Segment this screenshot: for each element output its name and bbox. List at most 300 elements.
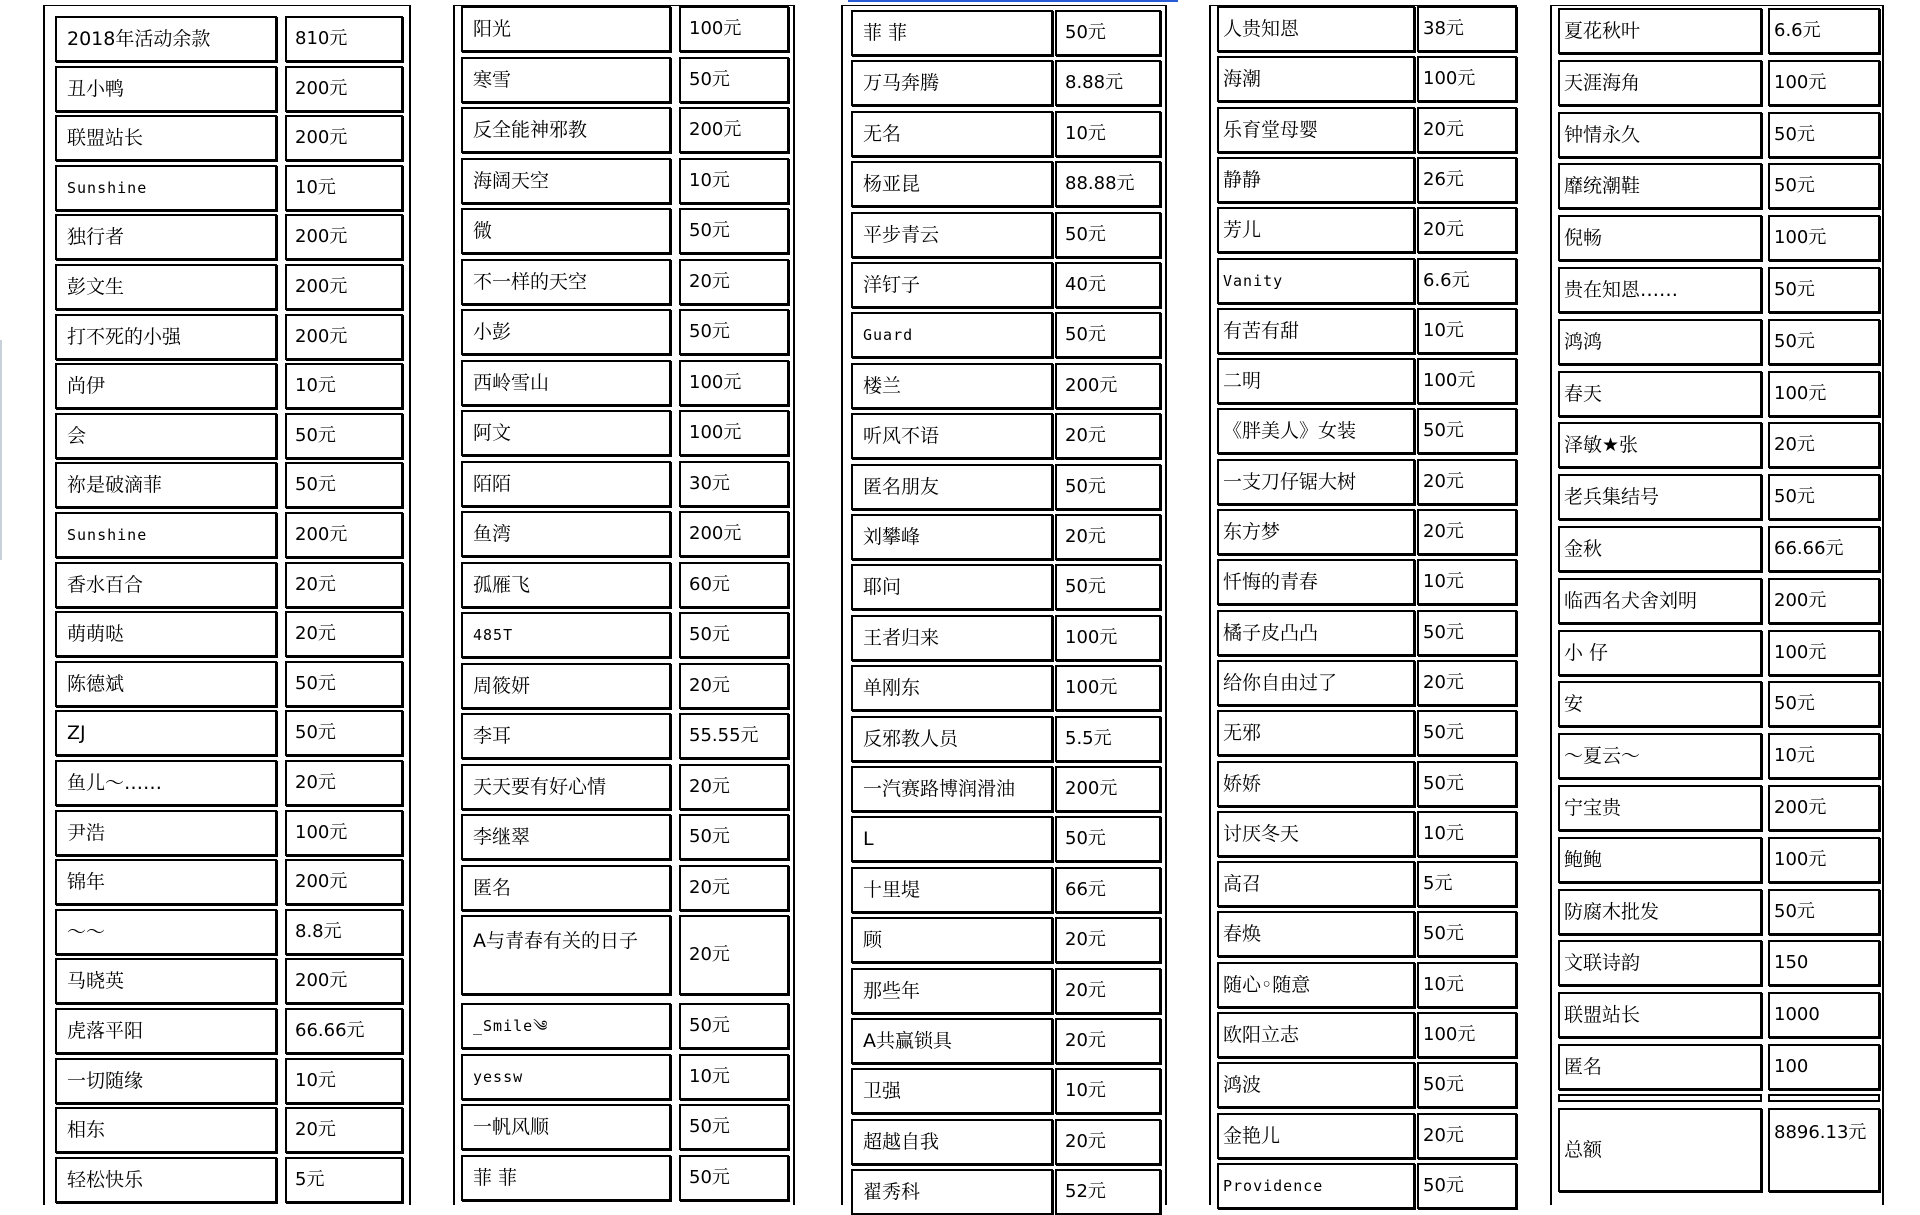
donor-name: 联盟站长 xyxy=(1558,992,1762,1038)
donation-row xyxy=(1552,681,1882,727)
donation-row xyxy=(455,663,793,709)
donor-name: 春天 xyxy=(1558,371,1762,417)
donation-amount: 50元 xyxy=(285,661,403,707)
donation-row xyxy=(1552,733,1882,779)
donation-row xyxy=(455,511,793,557)
donation-amount: 20元 xyxy=(285,562,403,608)
donor-name: 欧阳立志 xyxy=(1217,1012,1415,1058)
donation-row xyxy=(843,212,1165,258)
donation-amount: 50元 xyxy=(1055,464,1161,510)
donor-name: 楼兰 xyxy=(851,363,1053,409)
donation-row xyxy=(1552,578,1882,624)
donation-row xyxy=(1211,308,1517,354)
donor-name: 陈德斌 xyxy=(55,661,277,707)
donor-name: 人贵知恩 xyxy=(1217,6,1415,52)
donation-row xyxy=(843,262,1165,308)
total-row xyxy=(1552,1108,1882,1192)
donor-name: 随心◦随意 xyxy=(1217,962,1415,1008)
donation-row xyxy=(1211,610,1517,656)
donor-name: 金秋 xyxy=(1558,526,1762,572)
donation-row xyxy=(1552,112,1882,158)
donation-row xyxy=(455,107,793,153)
donor-name: 匿名 xyxy=(461,865,671,911)
donation-amount: 26元 xyxy=(1417,157,1517,203)
donation-row xyxy=(45,16,409,62)
donor-name: 海阔天空 xyxy=(461,158,671,204)
donation-row xyxy=(843,111,1165,157)
donation-amount: 100元 xyxy=(1055,665,1161,711)
donation-row xyxy=(843,1169,1165,1215)
donor-name: 忏悔的青春 xyxy=(1217,559,1415,605)
donation-row xyxy=(455,1054,793,1100)
donation-amount: 100元 xyxy=(1768,837,1880,883)
donor-name: A共赢锁具 xyxy=(851,1018,1053,1064)
donor-name: 一汽赛路博润滑油 xyxy=(851,766,1053,812)
donor-name: 文联诗韵 xyxy=(1558,940,1762,986)
donation-amount: 50元 xyxy=(1768,474,1880,520)
donor-name: 泽敏★张 xyxy=(1558,422,1762,468)
donation-amount: 810元 xyxy=(285,16,403,62)
donor-name: 485T xyxy=(461,612,671,658)
donor-name: 橘子皮凸凸 xyxy=(1217,610,1415,656)
donor-name: 那些年 xyxy=(851,968,1053,1014)
donor-name: 孤雁飞 xyxy=(461,562,671,608)
donation-row xyxy=(45,462,409,508)
donation-amount: 100元 xyxy=(1417,1012,1517,1058)
donation-row xyxy=(455,1155,793,1201)
donation-amount: 10元 xyxy=(285,165,403,211)
donation-amount: 20元 xyxy=(1055,917,1161,963)
donor-name: 一帆风顺 xyxy=(461,1104,671,1150)
donation-amount: 60元 xyxy=(679,562,789,608)
donation-row xyxy=(1552,837,1882,883)
donor-name: 马晓英 xyxy=(55,958,277,1004)
donation-row xyxy=(1211,710,1517,756)
donation-amount: 50元 xyxy=(1417,610,1517,656)
donation-row xyxy=(45,165,409,211)
donation-row xyxy=(455,6,793,52)
donor-name: 陌陌 xyxy=(461,461,671,507)
donation-amount: 50元 xyxy=(679,612,789,658)
donation-amount: 200元 xyxy=(679,107,789,153)
donation-amount: 100元 xyxy=(679,360,789,406)
donor-name: 东方梦 xyxy=(1217,509,1415,555)
donation-amount: 20元 xyxy=(285,1107,403,1153)
donation-row xyxy=(45,512,409,558)
donor-name: 相东 xyxy=(55,1107,277,1153)
donation-amount: 30元 xyxy=(679,461,789,507)
donation-row xyxy=(455,410,793,456)
donation-amount: 100元 xyxy=(1055,615,1161,661)
donation-row xyxy=(45,661,409,707)
donor-name: ～夏云～ xyxy=(1558,733,1762,779)
donation-row xyxy=(1211,157,1517,203)
donation-row xyxy=(1552,8,1882,54)
donor-name: Vanity xyxy=(1217,258,1415,304)
donation-amount: 20元 xyxy=(1055,413,1161,459)
donation-amount: 50元 xyxy=(1768,112,1880,158)
donation-row xyxy=(1552,422,1882,468)
donation-amount: 100 xyxy=(1768,1044,1880,1090)
donation-amount: 20元 xyxy=(1055,514,1161,560)
donor-name: 有苦有甜 xyxy=(1217,308,1415,354)
donor-name: ZJ xyxy=(55,710,277,756)
donation-row xyxy=(45,115,409,161)
donor-name: 杨亚昆 xyxy=(851,161,1053,207)
donation-row xyxy=(843,564,1165,610)
donation-row xyxy=(45,562,409,608)
donor-name: 刘攀峰 xyxy=(851,514,1053,560)
total-amount: 8896.13元 xyxy=(1768,1108,1880,1192)
donation-row xyxy=(45,363,409,409)
donation-row xyxy=(455,764,793,810)
donation-row xyxy=(455,259,793,305)
donor-name: Sunshine xyxy=(55,512,277,558)
donation-row xyxy=(1211,559,1517,605)
donation-row xyxy=(1211,1012,1517,1058)
donation-amount: 88.88元 xyxy=(1055,161,1161,207)
donation-amount: 6.6元 xyxy=(1768,8,1880,54)
donation-row xyxy=(1211,258,1517,304)
donation-row xyxy=(455,612,793,658)
donation-amount: 20元 xyxy=(1055,1018,1161,1064)
donor-name: 乐育堂母婴 xyxy=(1217,107,1415,153)
donation-row xyxy=(455,360,793,406)
donation-amount: 100元 xyxy=(1768,630,1880,676)
donor-name: 一切随缘 xyxy=(55,1058,277,1104)
donation-row xyxy=(455,865,793,911)
donation-row xyxy=(1211,107,1517,153)
donation-amount: 200元 xyxy=(285,264,403,310)
donation-amount: 50元 xyxy=(679,1155,789,1201)
donation-amount: 100元 xyxy=(1417,56,1517,102)
donation-row xyxy=(843,665,1165,711)
donation-amount: 50元 xyxy=(285,413,403,459)
donation-row xyxy=(455,814,793,860)
donation-row xyxy=(843,1119,1165,1165)
donation-amount: 20元 xyxy=(1055,968,1161,1014)
donation-row xyxy=(455,208,793,254)
donation-row xyxy=(843,464,1165,510)
donation-amount: 10元 xyxy=(1417,308,1517,354)
donation-amount: 50元 xyxy=(1055,564,1161,610)
donor-name: 十里堤 xyxy=(851,867,1053,913)
donation-row xyxy=(843,413,1165,459)
donation-row xyxy=(1552,60,1882,106)
donation-row xyxy=(843,363,1165,409)
donor-name: 王者归来 xyxy=(851,615,1053,661)
donation-amount: 10元 xyxy=(285,1058,403,1104)
selection-topline xyxy=(848,0,1178,2)
donation-row xyxy=(45,958,409,1004)
donor-name: 独行者 xyxy=(55,214,277,260)
donor-name: 倪畅 xyxy=(1558,215,1762,261)
donation-row xyxy=(45,710,409,756)
donation-row xyxy=(45,810,409,856)
donation-amount: 50元 xyxy=(679,1003,789,1049)
donor-name: 丑小鸭 xyxy=(55,66,277,112)
donation-row xyxy=(1552,992,1882,1038)
donation-amount: 20元 xyxy=(679,663,789,709)
donor-name: 安 xyxy=(1558,681,1762,727)
donor-name: 芳儿 xyxy=(1217,207,1415,253)
donor-name: 高召 xyxy=(1217,861,1415,907)
donation-amount: 10元 xyxy=(1417,962,1517,1008)
donation-row xyxy=(1211,509,1517,555)
donation-row xyxy=(45,264,409,310)
donation-row xyxy=(843,716,1165,762)
donation-row xyxy=(843,514,1165,560)
donor-name: 祢是破滴菲 xyxy=(55,462,277,508)
donor-name: 无名 xyxy=(851,111,1053,157)
donation-row xyxy=(1552,267,1882,313)
donor-name: 宁宝贵 xyxy=(1558,785,1762,831)
donation-row xyxy=(1552,319,1882,365)
donation-amount: 20元 xyxy=(1417,509,1517,555)
donation-column-5 xyxy=(1550,5,1884,1205)
separator-row xyxy=(1558,1094,1762,1102)
donation-row xyxy=(1211,6,1517,52)
donor-name: 西岭雪山 xyxy=(461,360,671,406)
donation-amount: 50元 xyxy=(1768,681,1880,727)
donation-amount: 50元 xyxy=(1417,1062,1517,1108)
donation-amount: 200元 xyxy=(285,66,403,112)
donation-amount: 20元 xyxy=(1417,107,1517,153)
donation-amount: 20元 xyxy=(1417,207,1517,253)
donation-row xyxy=(1552,630,1882,676)
donation-amount: 200元 xyxy=(679,511,789,557)
donor-name: 防腐木批发 xyxy=(1558,889,1762,935)
donor-name: 鸿波 xyxy=(1217,1062,1415,1108)
donor-name: 天涯海角 xyxy=(1558,60,1762,106)
donation-row xyxy=(45,66,409,112)
donation-amount: 150 xyxy=(1768,940,1880,986)
donor-name: 夏花秋叶 xyxy=(1558,8,1762,54)
donor-name: 会 xyxy=(55,413,277,459)
donation-amount: 8.88元 xyxy=(1055,60,1161,106)
donor-name: 静静 xyxy=(1217,157,1415,203)
donation-amount: 50元 xyxy=(1768,889,1880,935)
donation-amount: 100元 xyxy=(1768,215,1880,261)
donation-amount: 50元 xyxy=(679,208,789,254)
donation-row xyxy=(45,760,409,806)
donor-name: 寒雪 xyxy=(461,57,671,103)
donation-row xyxy=(45,1107,409,1153)
donation-row xyxy=(1552,940,1882,986)
donation-amount: 10元 xyxy=(1768,733,1880,779)
donation-row xyxy=(45,314,409,360)
donation-row xyxy=(1552,163,1882,209)
donation-amount: 5元 xyxy=(1417,861,1517,907)
donor-name: 娇娇 xyxy=(1217,761,1415,807)
donation-amount: 66.66元 xyxy=(1768,526,1880,572)
donation-row xyxy=(1552,215,1882,261)
donor-name: 小彭 xyxy=(461,309,671,355)
donation-amount: 1000 xyxy=(1768,992,1880,1038)
separator-row xyxy=(1768,1094,1880,1102)
donor-name: ～～ xyxy=(55,909,277,955)
donation-amount: 50元 xyxy=(1768,267,1880,313)
donation-amount: 200元 xyxy=(1768,578,1880,624)
donation-amount: 100元 xyxy=(679,410,789,456)
donation-row xyxy=(455,309,793,355)
donor-name: 轻松快乐 xyxy=(55,1157,277,1203)
donation-row xyxy=(843,766,1165,812)
donation-row xyxy=(843,161,1165,207)
donor-name: 阿文 xyxy=(461,410,671,456)
donation-amount: 200元 xyxy=(285,214,403,260)
donation-amount: 10元 xyxy=(1055,111,1161,157)
donation-row xyxy=(1552,785,1882,831)
donation-amount: 66元 xyxy=(1055,867,1161,913)
donation-row xyxy=(1211,811,1517,857)
donation-column-1 xyxy=(43,5,411,1205)
donor-name: 洋钉子 xyxy=(851,262,1053,308)
donor-name: 一支刀仔锯大树 xyxy=(1217,459,1415,505)
donor-name: 反邪教人员 xyxy=(851,716,1053,762)
total-label: 总额 xyxy=(1558,1108,1762,1192)
donation-amount: 50元 xyxy=(1768,319,1880,365)
donor-name: 鲍鲍 xyxy=(1558,837,1762,883)
donation-row xyxy=(1552,526,1882,572)
donor-name: 阳光 xyxy=(461,6,671,52)
donor-name: 2018年活动余款 xyxy=(55,16,277,62)
donation-row xyxy=(45,611,409,657)
donation-amount: 20元 xyxy=(1417,459,1517,505)
donation-row xyxy=(1211,408,1517,454)
donation-row xyxy=(45,909,409,955)
donation-amount: 50元 xyxy=(1417,911,1517,957)
donor-name: 单刚东 xyxy=(851,665,1053,711)
donor-name: 鸿鸿 xyxy=(1558,319,1762,365)
donor-name: 二明 xyxy=(1217,358,1415,404)
donation-row xyxy=(843,867,1165,913)
donation-amount: 50元 xyxy=(1055,312,1161,358)
donor-name: 菲 菲 xyxy=(851,10,1053,56)
donor-name: 万马奔腾 xyxy=(851,60,1053,106)
donor-name: 天天要有好心情 xyxy=(461,764,671,810)
donation-amount: 10元 xyxy=(679,158,789,204)
donation-amount: 50元 xyxy=(679,57,789,103)
donation-amount: 20元 xyxy=(1417,660,1517,706)
donation-row xyxy=(843,1068,1165,1114)
donation-row xyxy=(455,1104,793,1150)
window-edge xyxy=(0,340,2,560)
donor-name: 反全能神邪教 xyxy=(461,107,671,153)
donation-amount: 50元 xyxy=(1055,10,1161,56)
donation-row xyxy=(1211,911,1517,957)
donation-amount: 20元 xyxy=(1055,1119,1161,1165)
donor-name: 尚伊 xyxy=(55,363,277,409)
donor-name: 李继翠 xyxy=(461,814,671,860)
donation-row xyxy=(45,214,409,260)
donation-amount: 20元 xyxy=(285,611,403,657)
donor-name: 平步青云 xyxy=(851,212,1053,258)
donor-name: 讨厌冬天 xyxy=(1217,811,1415,857)
donation-row xyxy=(843,10,1165,56)
donation-row xyxy=(1211,1113,1517,1159)
donation-amount: 50元 xyxy=(1417,1163,1517,1209)
donation-amount: 6.6元 xyxy=(1417,258,1517,304)
donation-amount: 50元 xyxy=(679,814,789,860)
donation-row xyxy=(843,312,1165,358)
donation-row xyxy=(455,461,793,507)
donation-amount: 20元 xyxy=(679,915,789,995)
donor-name: 周筱妍 xyxy=(461,663,671,709)
donor-name: 李耳 xyxy=(461,713,671,759)
donation-amount: 10元 xyxy=(1417,811,1517,857)
donor-name: 联盟站长 xyxy=(55,115,277,161)
donation-amount: 40元 xyxy=(1055,262,1161,308)
donor-name: 匿名 xyxy=(1558,1044,1762,1090)
donor-name: 临西名犬舍刘明 xyxy=(1558,578,1762,624)
donation-row xyxy=(1211,56,1517,102)
donor-name: _Smile༄ xyxy=(461,1003,671,1049)
donation-column-3 xyxy=(841,5,1167,1205)
donor-name: 卫强 xyxy=(851,1068,1053,1114)
donor-name: 尹浩 xyxy=(55,810,277,856)
donation-column-4 xyxy=(1209,5,1517,1205)
donation-amount: 100元 xyxy=(285,810,403,856)
donation-row xyxy=(1552,889,1882,935)
donor-name: 顾 xyxy=(851,917,1053,963)
donation-amount: 50元 xyxy=(285,710,403,756)
donation-amount: 38元 xyxy=(1417,6,1517,52)
donor-name: 靡统潮鞋 xyxy=(1558,163,1762,209)
donation-amount: 20元 xyxy=(1768,422,1880,468)
donation-row xyxy=(1211,207,1517,253)
donor-name: 翟秀科 xyxy=(851,1169,1053,1215)
donation-row xyxy=(455,562,793,608)
donation-amount: 100元 xyxy=(1768,371,1880,417)
donor-name: 海潮 xyxy=(1217,56,1415,102)
donation-amount: 66.66元 xyxy=(285,1008,403,1054)
donor-name: 不一样的天空 xyxy=(461,259,671,305)
donation-amount: 5.5元 xyxy=(1055,716,1161,762)
donation-row xyxy=(1211,962,1517,1008)
donation-row xyxy=(1552,1044,1882,1090)
donation-row xyxy=(455,158,793,204)
donation-amount: 20元 xyxy=(679,865,789,911)
donation-amount: 50元 xyxy=(285,462,403,508)
donation-amount: 200元 xyxy=(1768,785,1880,831)
donor-name: 贵在知恩…… xyxy=(1558,267,1762,313)
donation-amount: 10元 xyxy=(1055,1068,1161,1114)
donor-name: 给你自由过了 xyxy=(1217,660,1415,706)
donation-row xyxy=(1211,1163,1517,1209)
donation-amount: 50元 xyxy=(1417,408,1517,454)
donor-name: 钟情永久 xyxy=(1558,112,1762,158)
donation-row xyxy=(455,1003,793,1049)
donation-amount: 50元 xyxy=(679,1104,789,1150)
donor-name: 匿名朋友 xyxy=(851,464,1053,510)
donation-row xyxy=(1211,459,1517,505)
donation-row xyxy=(455,57,793,103)
donation-amount: 50元 xyxy=(1417,710,1517,756)
donation-row xyxy=(45,859,409,905)
donation-amount: 20元 xyxy=(1417,1113,1517,1159)
donation-amount: 50元 xyxy=(1768,163,1880,209)
donation-amount: 52元 xyxy=(1055,1169,1161,1215)
donor-name: 超越自我 xyxy=(851,1119,1053,1165)
donation-row xyxy=(843,1018,1165,1064)
donation-column-2 xyxy=(453,5,795,1205)
donor-name: yessw xyxy=(461,1054,671,1100)
donation-row xyxy=(45,1157,409,1203)
donation-row xyxy=(1552,474,1882,520)
donation-amount: 20元 xyxy=(679,764,789,810)
donor-name: 菲 菲 xyxy=(461,1155,671,1201)
